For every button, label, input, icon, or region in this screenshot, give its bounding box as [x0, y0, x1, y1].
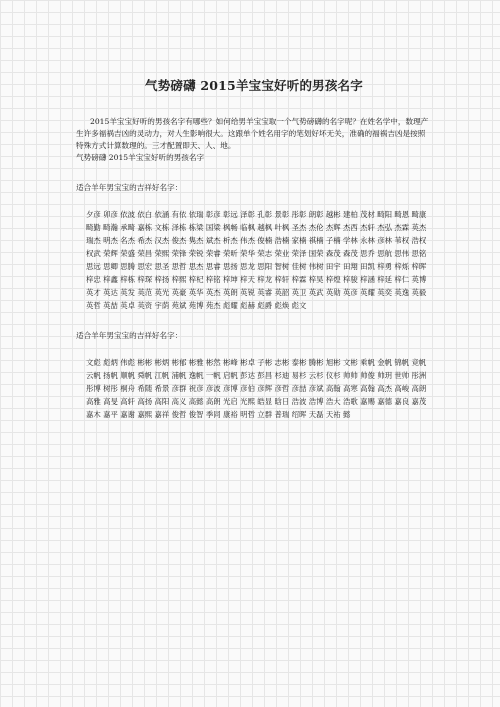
subtitle-line: 气势磅礴 2015羊宝宝好听的男孩名字	[76, 153, 205, 162]
section-heading-2: 适合羊年男宝宝的吉祥好名字：	[76, 331, 183, 340]
section-heading-1: 适合羊年男宝宝的吉祥好名字：	[76, 183, 183, 192]
document-title: 气势磅礴 2015羊宝宝好听的男孩名字	[145, 78, 363, 93]
names-list-1: 夕彦 卯彦 依波 依白 依涵 有依 依瑞 彰彦 彰远 泽彰 孔彰 景彰 彤彰 朗彰 越彬 建柏 茂材 畸阳 畸恩 畸康 畸勤 畸瀚 承畸 嘉栋 文栋 泽栋 栋梁 国梁 枫畅 临枫 越枫 叶枫 圣杰 杰伦 杰辉 杰西 杰轩 杰弘 杰霖 英杰 瑞杰 明杰 名杰 希杰 汉杰 俊杰 隽杰 斌杰 析杰 伟杰 俊楠 浩楠 家楠 祺楠 子楠 学林 永林 彦林 苇权 浩权 权武 荣辉 荣盛 荣昌 荣熙 荣锋 荣锐 荣睿 荣昕 荣华 荣志 荣业 荣泽 国荣 森茂 森茂 思乔 思航 思伟 思铭 思远 思卿 思腾 思宏 思圣 思哲 思杰 思睿 思扬 思龙 思阳 智树 佳树 伟树 田宇 田翔 田凯 梓勇 梓烁 梓晖 梓忠 梓鑫 梓栋 梓琛 梓扬 梓熙 梓杞 梓铭 梓坤 梓天 梓龙 梓轩 梓霖 梓昊 梓煌 梓骏 梓涵 梓延 梓仁 英博 英才 英达 英发 英范 英光 英豪 英华 英杰 英朗 英锐 英睿 英韶 英卫 英武 英勋 英彦 英耀 英奕 英逸 英毅 英哲 英喆 英卓 英资 宇荫 苑斌 苑博 苑杰 彪耀 彪赫 彪爵 彪焕 彪文	[86, 210, 427, 310]
intro-paragraph: 2015羊宝宝好听的男孩名字有哪些？如何给男羊宝宝取一个气势磅礴的名字呢？在姓名学中，数理产生许多福祸吉凶的灵动力，对人生影响很大。这跟单个姓名用字的笔划好坏无关，准确的福祸吉凶是按照特殊方式计算数理的。三才配置即天、人、地。	[76, 117, 429, 150]
names-list-2: 文彪 彪炳 伟彪 彬彬 彬炳 彬郁 彬雅 彬然 彬峰 彬卓 子彬 志彬 泰彬 腾彬 旭彬 文彬 乘帆 金帆 锦帆 竞帆 云帆 扬帆 顺帆 舜帆 江帆 浦帆 逸帆 一帆 启帆 彭达 彭昌 杉迪 易杉 云杉 仪杉 帅帅 帅俊 帅玥 世帅 彤洲 彤博 树彤 桐舟 希随 希景 彦群 祝彦 彦波 彦博 彦伯 彦辉 彦哲 彦喆 彦斌 高翰 高寒 高翰 高杰 高峻 高朗 高雅 高旻 高轩 高扬 高阳 高义 高懿 高朗 光启 光熙 皓显 晗日 浩波 浩博 浩大 浩歌 嘉赐 嘉德 嘉良 嘉茂 嘉木 嘉平 嘉谢 嘉熙 嘉祥 俊哲 俊智 季同 康裕 明哲 立群 普瑞 绍晖 天磊 天祐 懿	[86, 358, 427, 419]
document-page	[76, 76, 432, 439]
